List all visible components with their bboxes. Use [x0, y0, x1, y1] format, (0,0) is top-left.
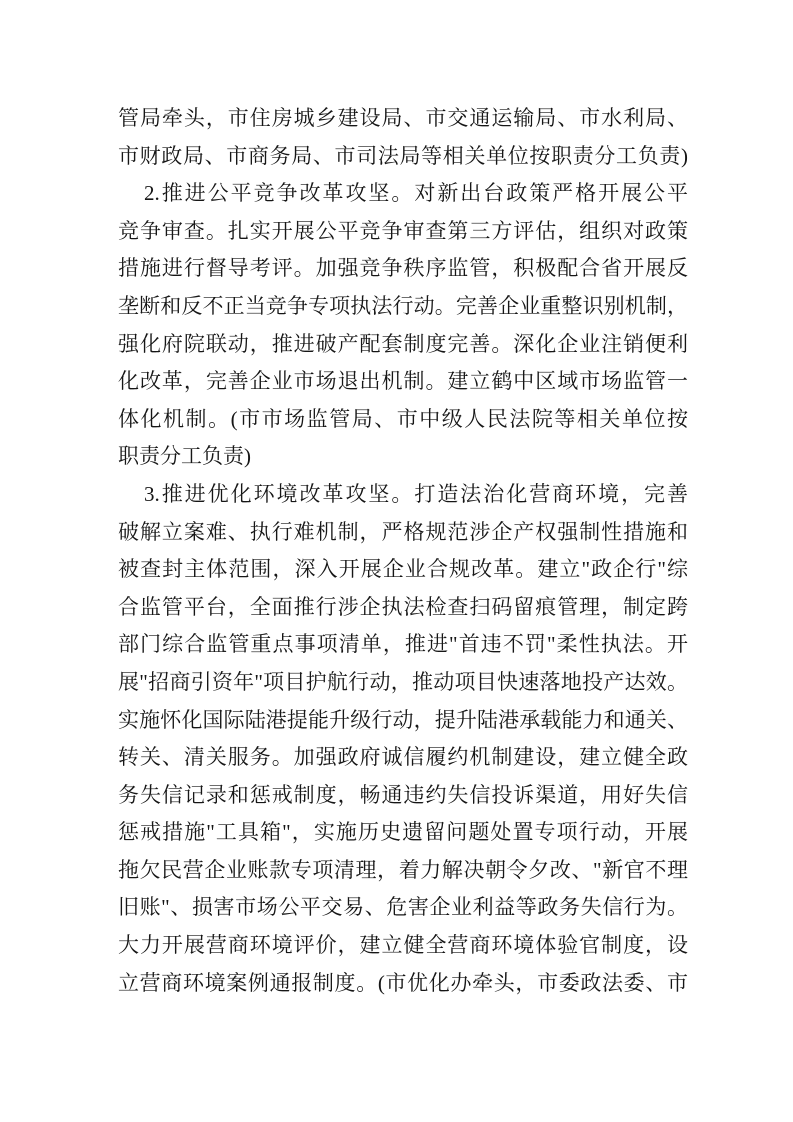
text-line: 部门综合监管重点事项清单，推进"首违不罚"柔性执法。开 — [118, 632, 688, 657]
text-line: 旧账"、损害市场公平交易、危害企业利益等政务失信行为。 — [118, 895, 688, 920]
text-line: 惩戒措施"工具箱"，实施历史遗留问题处置专项行动，开展 — [118, 820, 688, 845]
text-line: 化改革，完善企业市场退出机制。建立鹤中区域市场监管一 — [118, 369, 688, 394]
text-line: 务失信记录和惩戒制度，畅通违约失信投诉渠道，用好失信 — [118, 782, 688, 807]
text-line: 垄断和反不正当竞争专项执法行动。完善企业重整识别机制， — [118, 293, 688, 318]
text-line: 破解立案难、执行难机制，严格规范涉企产权强制性措施和 — [118, 519, 688, 544]
text-line: 展"招商引资年"项目护航行动，推动项目快速落地投产达效。 — [118, 669, 688, 694]
text-line: 管局牵头，市住房城乡建设局、市交通运输局、市水利局、 — [118, 106, 688, 130]
text-line: 转关、清关服务。加强政府诚信履约机制建设，建立健全政 — [118, 745, 688, 770]
text-line: 市财政局、市商务局、市司法局等相关单位按职责分工负责) — [118, 143, 688, 168]
text-line: 被查封主体范围，深入开展企业合规改革。建立"政企行"综 — [118, 557, 688, 582]
text-line: 拖欠民营企业账款专项清理，着力解决朝令夕改、"新官不理 — [118, 857, 688, 882]
text-line: 措施进行督导考评。加强竞争秩序监管，积极配合省开展反 — [118, 256, 688, 281]
document-body — [118, 100, 688, 1002]
text-line: 强化府院联动，推进破产配套制度完善。深化企业注销便利 — [118, 331, 688, 356]
text-line: 立营商环境案例通报制度。(市优化办牵头，市委政法委、市 — [118, 970, 688, 995]
text-line: 大力开展营商环境评价，建立健全营商环境体验官制度，设 — [118, 933, 688, 958]
text-line: 合监管平台，全面推行涉企执法检查扫码留痕管理，制定跨 — [118, 594, 688, 619]
text-line: 2.推进公平竞争改革攻坚。对新出台政策严格开展公平 — [144, 181, 688, 206]
text-line: 竞争审查。扎实开展公平竞争审查第三方评估，组织对政策 — [118, 218, 688, 243]
text-line: 体化机制。(市市场监管局、市中级人民法院等相关单位按 — [118, 406, 688, 431]
text-line: 职责分工负责) — [118, 444, 251, 469]
text-line: 实施怀化国际陆港提能升级行动，提升陆港承载能力和通关、 — [118, 707, 688, 732]
text-line: 3.推进优化环境改革攻坚。打造法治化营商环境，完善 — [144, 481, 688, 506]
